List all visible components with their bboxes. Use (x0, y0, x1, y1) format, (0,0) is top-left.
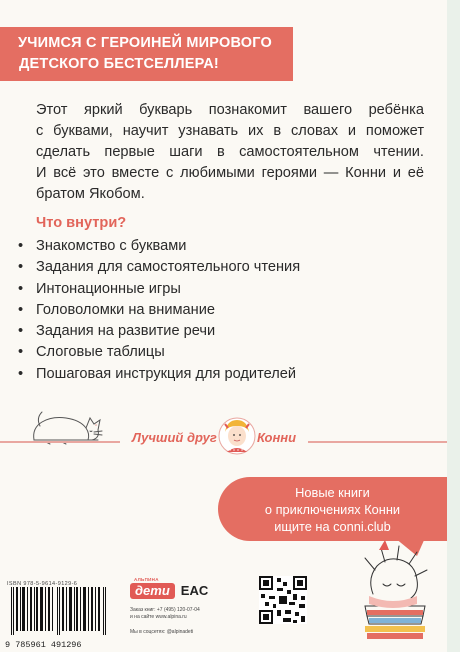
list-item-label: Задания на развитие речи (36, 323, 216, 340)
list-item-label: Интонационные игры (36, 280, 181, 297)
promo-line-2: о приключениях Конни (264, 502, 401, 517)
list-item-label: Пошаговая инструкция для родителей (36, 365, 297, 382)
barcode-digits: 9 785961 491296 (5, 640, 82, 650)
list-item (18, 279, 300, 300)
bullet: • (18, 280, 24, 297)
isbn-text: ISBN 978-5-9614-9129-6 (7, 581, 78, 587)
list-item (18, 236, 300, 257)
publisher-block (130, 576, 240, 635)
eac-mark: EAC (180, 583, 209, 598)
bullet: • (18, 259, 24, 276)
bullet: • (18, 344, 24, 361)
intro-line: Этот яркий букварь познакомит вашего ребёнка (36, 102, 424, 118)
order-phone: Заказ книг: +7 (495) 120-07-04 (130, 607, 200, 613)
conni-reading-illustration (345, 536, 445, 646)
headline-line-2: ДЕТСКОГО БЕСТСЕЛЛЕРА! (19, 56, 219, 72)
bullet: • (18, 301, 24, 318)
conni-portrait-icon (217, 416, 257, 456)
publisher-logo-sup: АЛЬПИНА (134, 577, 159, 582)
headline-banner (0, 27, 293, 81)
intro-paragraph (36, 100, 424, 205)
divider-right (308, 441, 447, 443)
publisher-logo (130, 577, 175, 599)
bullet: • (18, 238, 24, 254)
intro-line: с буквами, научит узнавать их в словах и поможет (36, 123, 424, 139)
publisher-site: и на сайте www.alpina.ru (130, 614, 187, 620)
series-label-left: Лучший друг (132, 430, 217, 445)
bullet: • (18, 323, 24, 340)
barcode (5, 581, 115, 648)
publisher-social: Мы в соцсетях: @alpinadeti (130, 629, 194, 635)
promo-line-1: Новые книги (295, 485, 370, 500)
list-item (18, 321, 300, 342)
list-item-label: Слоговые таблицы (36, 344, 165, 361)
list-item-label: Знакомство с буквами (36, 238, 187, 254)
series-label-right: Конни (257, 430, 297, 445)
bullet: • (18, 365, 24, 382)
divider-left (0, 441, 120, 443)
barcode-bars (5, 587, 113, 635)
publisher-logo-text: дети (135, 583, 170, 598)
intro-line: И всё это вместе с любимыми героями — Конни и её (36, 165, 424, 181)
list-item (18, 300, 300, 321)
qr-code (259, 576, 307, 624)
book-spine (447, 0, 460, 652)
promo-bubble (218, 477, 447, 541)
headline-line-1: УЧИМСЯ С ГЕРОИНЕЙ МИРОВОГО (18, 35, 272, 51)
contents-list (18, 236, 300, 385)
list-item (18, 342, 300, 363)
list-item-label: Задания для самостоятельного чтения (36, 259, 301, 276)
list-item-label: Головоломки на внимание (36, 301, 215, 318)
intro-line: сделать первые шаги в самостоятельном чтении. (36, 144, 424, 160)
list-item (18, 364, 300, 385)
intro-line: братом Якобом. (36, 186, 145, 202)
promo-line-3: ищите на conni.club (274, 519, 391, 534)
list-item (18, 257, 300, 278)
publisher-contacts (130, 607, 240, 621)
contents-title: Что внутри? (36, 215, 127, 231)
